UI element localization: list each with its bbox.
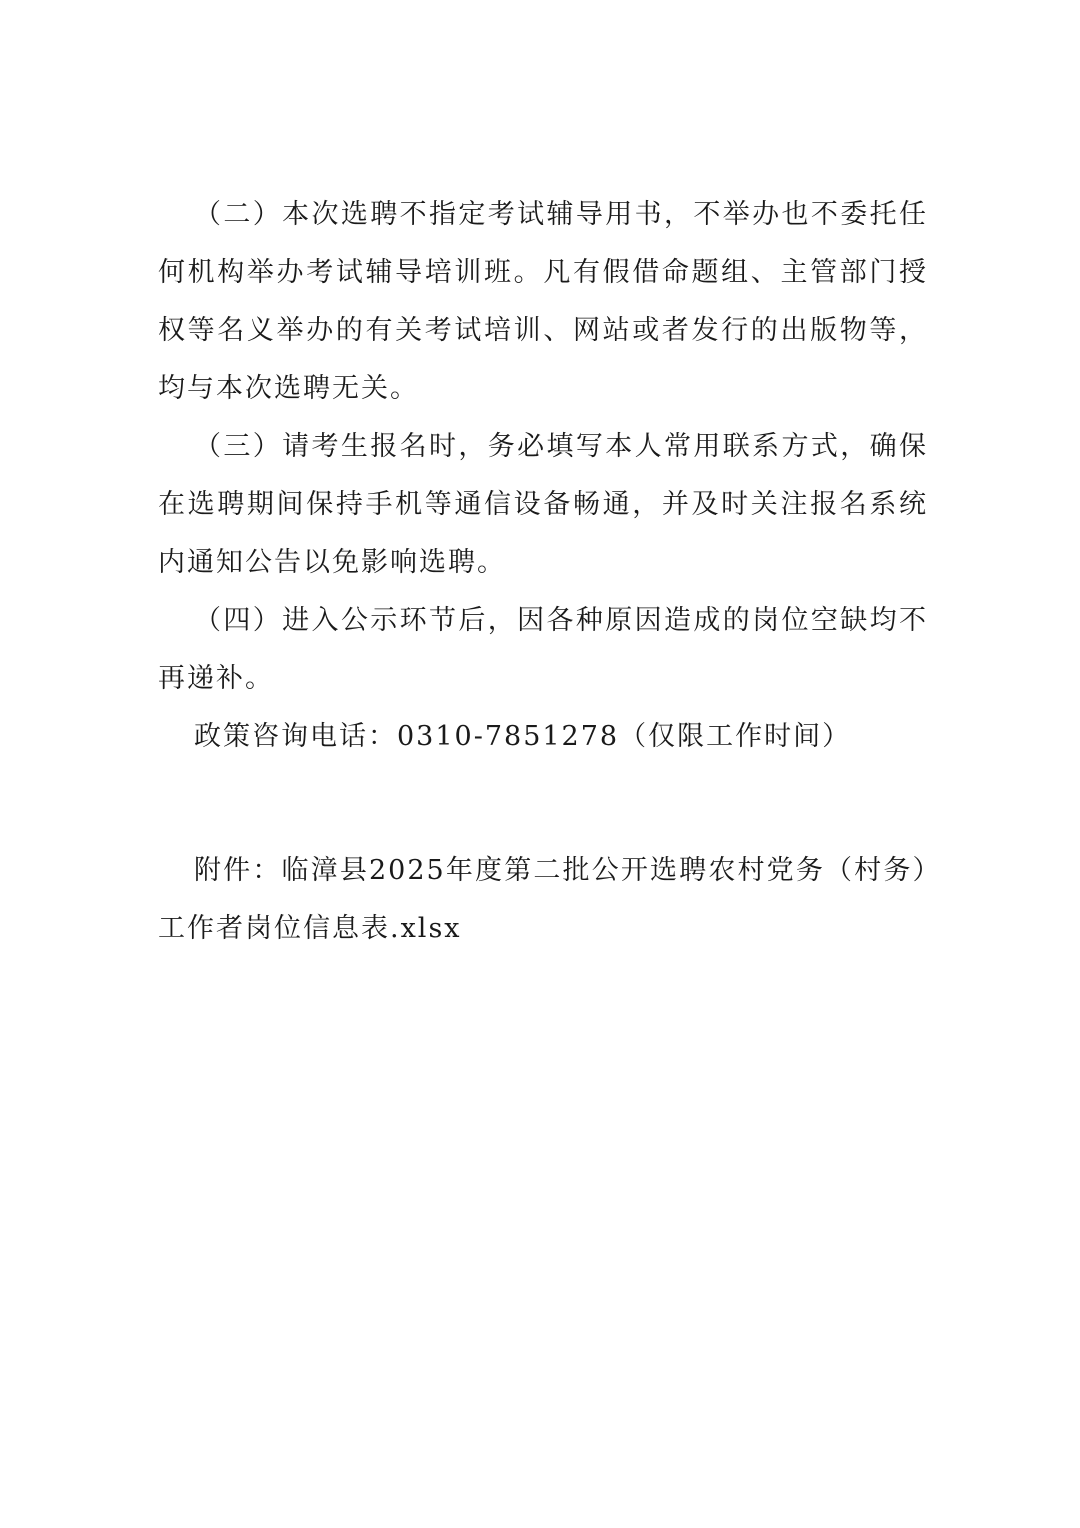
paragraph-item-4: （四）进入公示环节后，因各种原因造成的岗位空缺均不再递补。: [158, 605, 928, 694]
document-body: [158, 186, 928, 958]
paragraph-item-2: （二）本次选聘不指定考试辅导用书，不举办也不委托任何机构举办考试辅导培训班。凡有假借命题组、主管部门授权等名义举办的有关考试培训、网站或者发行的出版物等，均与本次选聘无关。: [158, 199, 928, 404]
paragraph-spacer: [158, 766, 928, 842]
policy-hotline: 政策咨询电话：0310-7851278（仅限工作时间）: [194, 721, 852, 752]
paragraph-item-3: （三）请考生报名时，务必填写本人常用联系方式，确保在选聘期间保持手机等通信设备畅通，并及时关注报名系统内通知公告以免影响选聘。: [158, 431, 928, 578]
attachment-note: 附件：临漳县2025年度第二批公开选聘农村党务（村务）工作者岗位信息表.xlsx: [158, 855, 928, 944]
